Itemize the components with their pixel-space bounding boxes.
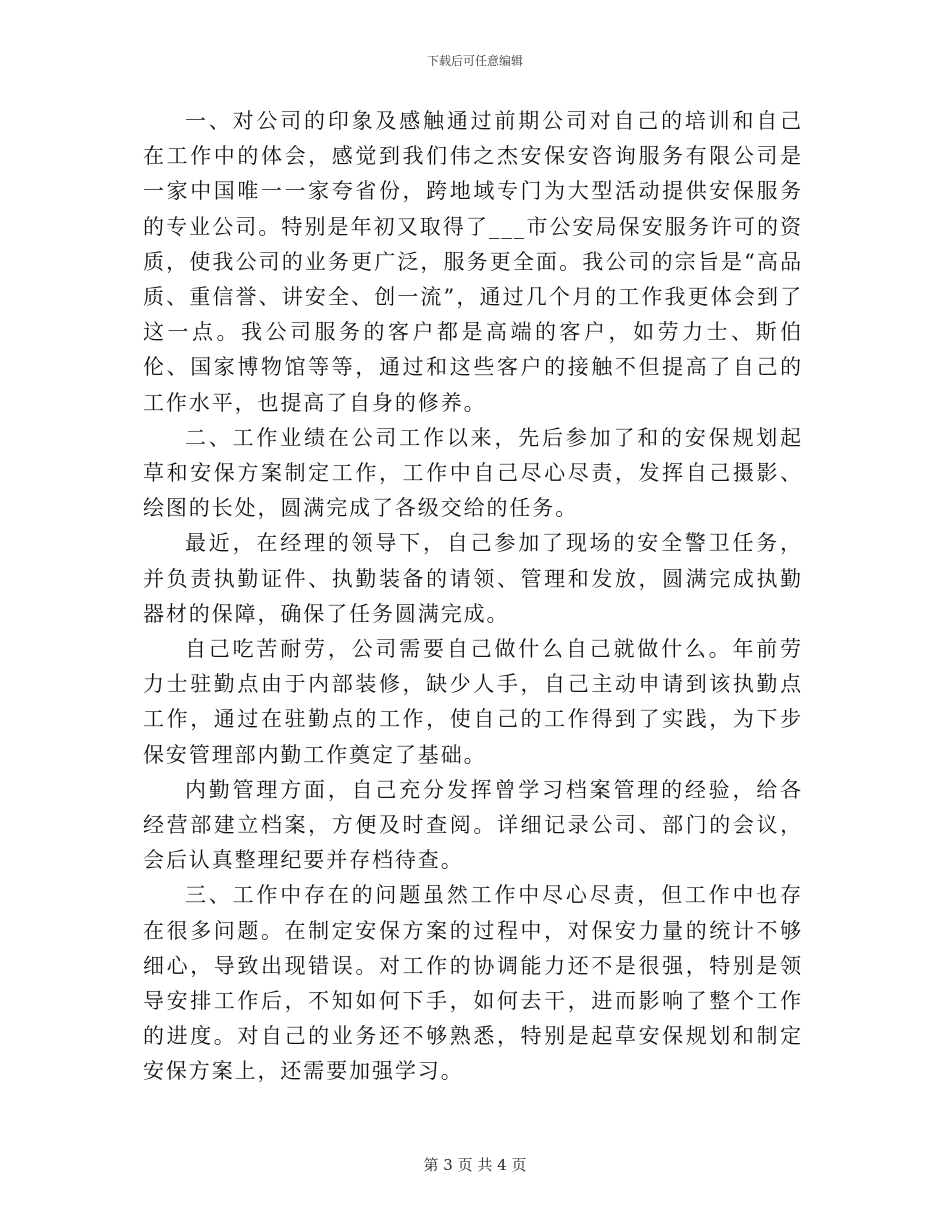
paragraph-impressions: 一、对公司的印象及感触通过前期公司对自己的培训和自己在工作中的体会，感觉到我们伟之杰安保安咨询服务有限公司是一家中国唯一一家夸省份，跨地域专门为大型活动提供安保服务的专业公司。特别是年初又取得了___市公安局保安服务许可的资质，使我公司的业务更广泛，服务更全面。我公司的宗旨是“高品质、重信誉、讲安全、创一流”，通过几个月的工作我更体会到了这一点。我公司服务的客户都是高端的客户，如劳力士、斯伯伦、国家博物馆等等，通过和这些客户的接触不但提高了自己的工作水平，也提高了自身的修养。 [143,109,803,415]
paragraph-achievements: 二、工作业绩在公司工作以来，先后参加了和的安保规划起草和安保方案制定工作，工作中自己尽心尽责，发挥自己摄影、绘图的长处，圆满完成了各级交给的任务。 [143,425,803,521]
paragraph-office-management: 内勤管理方面，自己充分发挥曾学习档案管理的经验，给各经营部建立档案，方便及时查阅。详细记录公司、部门的会议，会后认真整理纪要并存档待查。 [143,777,803,873]
page-header: 下载后可任意编辑 [426,54,523,68]
paragraph-problems: 三、工作中存在的问题虽然工作中尽心尽责，但工作中也存在很多问题。在制定安保方案的过程中，对保安力量的统计不够细心，导致出现错误。对工作的协调能力还不是很强，特别是领导安排工作后，不知如何下手，如何去干，进而影响了整个工作的进度。对自己的业务还不够熟悉，特别是起草安保规划和制定安保方案上，还需要加强学习。 [143,883,803,1084]
document-body [143,104,803,1090]
page-number: 第 3 页 共 4 页 [423,1156,527,1174]
paragraph-recent-task: 最近，在经理的领导下，自己参加了现场的安全警卫任务，并负责执勤证件、执勤装备的请领、管理和发放，圆满完成执勤器材的保障，确保了任务圆满完成。 [143,531,803,626]
paragraph-hard-work: 自己吃苦耐劳，公司需要自己做什么自己就做什么。年前劳力士驻勤点由于内部装修，缺少人手，自己主动申请到该执勤点工作，通过在驻勤点的工作，使自己的工作得到了实践，为下步保安管理部内勤工作奠定了基础。 [143,637,803,767]
